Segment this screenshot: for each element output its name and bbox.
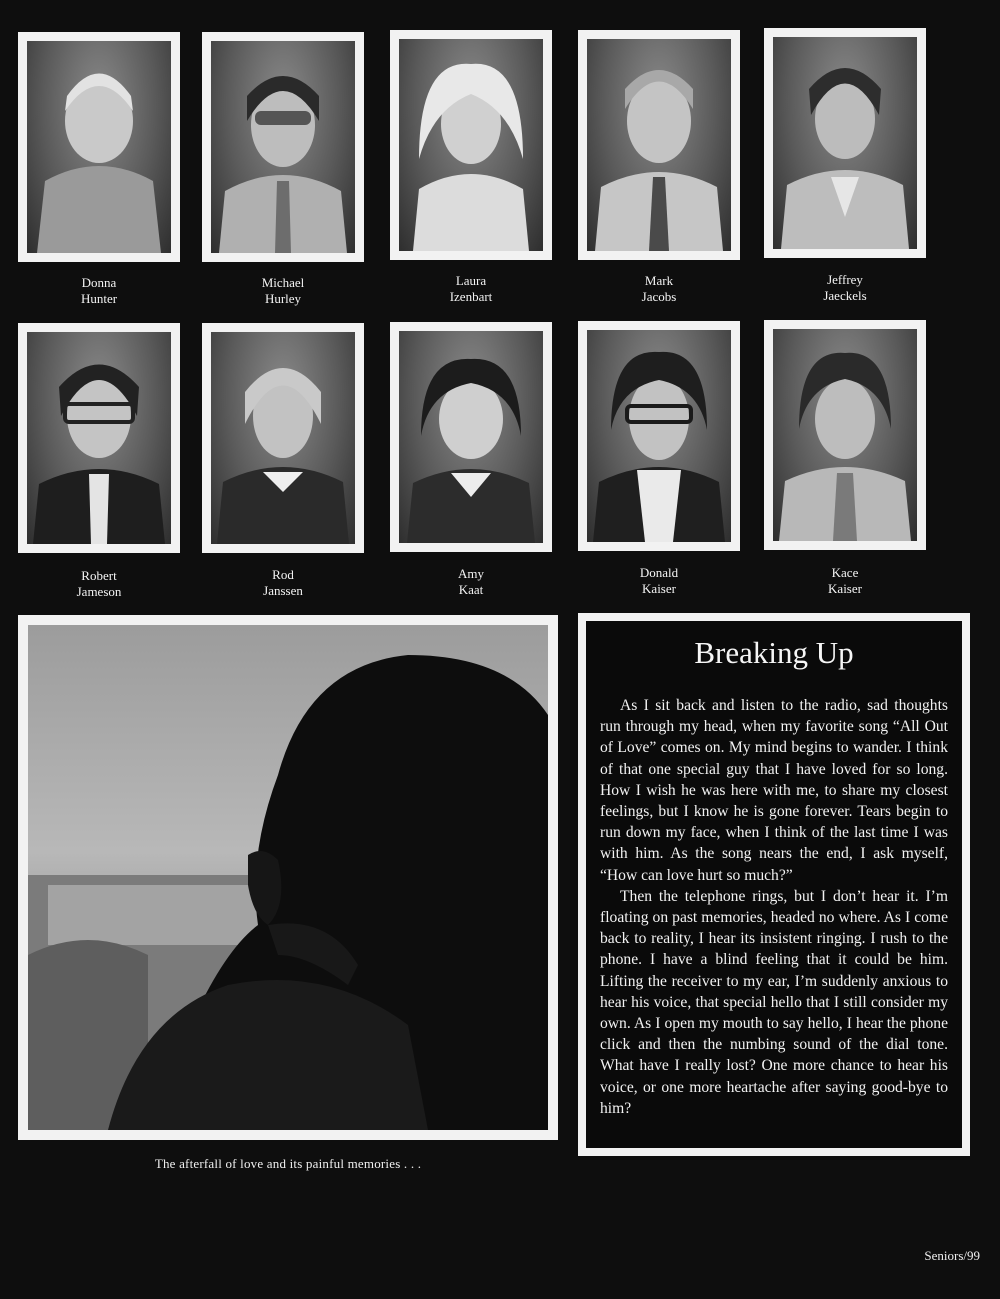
portrait-name: Robert Jameson — [76, 568, 122, 599]
article-title: Breaking Up — [694, 635, 854, 670]
article-box — [578, 613, 970, 1156]
portrait-name: Laura Izenbart — [449, 273, 493, 304]
portrait-name: Amy Kaat — [458, 566, 484, 597]
portrait-photo — [764, 320, 926, 550]
portrait-name: Michael Hurley — [261, 275, 305, 306]
portrait-name: Rod Janssen — [263, 567, 303, 598]
portrait-photo — [578, 321, 740, 551]
portrait-name: Jeffrey Jaeckels — [823, 272, 867, 303]
portrait-photo — [578, 30, 740, 260]
portrait-photo — [202, 32, 364, 262]
article-paragraph: As I sit back and listen to the radio, sad thoughts run through my head, when my favorite song “All Out of Love” comes on. My mind begins to wander. I think of that one special guy that I have loved for so long. How I wish he was here with me, to share my closest feelings, but I know he is gone forever. Tears begin to run down my face, when I think of the last time I was with him. As the song nears the end, I ask myself, “How can love hurt so much?” — [600, 697, 948, 884]
feature-photo — [18, 615, 558, 1140]
article-paragraph: Then the telephone rings, but I don’t hear it. I’m floating on past memories, headed no where. As I come back to reality, I hear its insistent ringing. I rush to the phone. I have a blind feeling that it could be him. Lifting the receiver to my ear, I’m suddenly anxious to hear his voice, that special hello that I still consider my own. As I open my mouth to say hello, I hear the phone click and then the numbing sound of the dial tone. What have I really lost? One more chance to hear his voice, or one more heartache after saying good-bye to him? — [600, 887, 948, 1117]
portrait-photo — [390, 30, 552, 260]
portrait-name: Donna Hunter — [80, 275, 118, 306]
page-number: Seniors/99 — [924, 1248, 980, 1263]
portrait-name: Donald Kaiser — [639, 565, 679, 596]
portrait-photo — [202, 323, 364, 553]
portrait-photo — [390, 322, 552, 552]
portrait-name: Kace Kaiser — [828, 565, 862, 596]
portrait-photo — [764, 28, 926, 258]
portrait-name: Mark Jacobs — [641, 273, 677, 304]
photo-caption: The afterfall of love and its painful memories . . . — [154, 1156, 422, 1171]
portrait-photo — [18, 323, 180, 553]
portrait-photo — [18, 32, 180, 262]
